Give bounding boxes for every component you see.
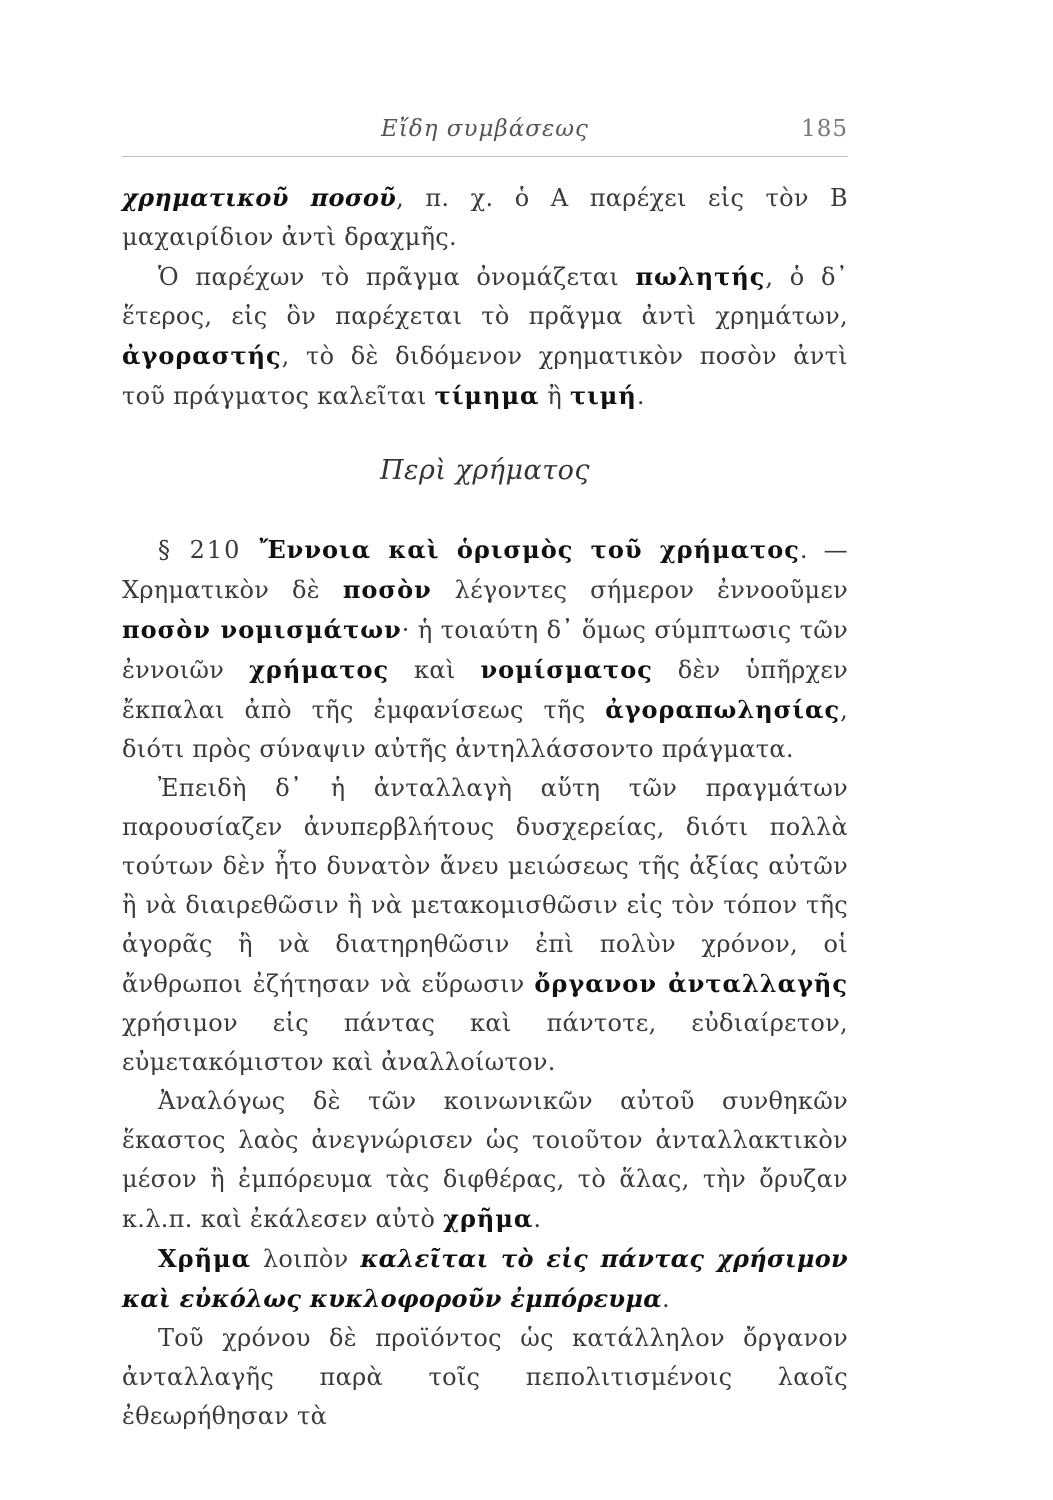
text-run: χρήσιμον εἰς πάντας καὶ πάντοτε, εὐδιαίρετον, εὐμετακόμιστον καὶ ἀναλλοίωτον. — [122, 1009, 848, 1076]
term-poson: ποσὸν — [342, 575, 432, 604]
term-agorastis: ἀγοραστής — [122, 341, 282, 370]
section-number: § 210 — [158, 536, 242, 564]
text-run: , τὸ δὲ διδόμενον χρηματικὸν ποσὸν ἀντὶ τοῦ πράγματος καλεῖται — [122, 342, 848, 410]
term-timima: τίμημα — [434, 381, 540, 410]
text-run: , ὁ δ᾽ ἕτερος, εἰς ὃν παρέχεται τὸ πρᾶγμα ἀντὶ χρημάτων, — [122, 263, 848, 330]
paragraph-peoples — [122, 1082, 848, 1239]
paragraph-definition — [122, 1239, 848, 1319]
text-run: . — [636, 382, 645, 410]
text-run: Ἐπειδὴ δ᾽ ἡ ἀνταλλαγὴ αὕτη τῶν πραγμάτων παρουσίαζεν ἀνυπερβλήτους δυσχερείας, διότι πολλὰ τούτων δὲν ἦτο δυνατὸν ἄνευ μειώσεως τῆς ἀξίας αὐτῶν ἢ νὰ διαιρεθῶσιν ἢ νὰ μετακομισθῶσιν εἰς τὸν τόπον τῆς ἀγορᾶς ἢ νὰ διατηρηθῶσιν ἐπὶ πολὺν χρόνον, οἱ ἄνθρωποι ἐζήτησαν νὰ εὕρωσιν — [122, 774, 848, 998]
paragraph-section-210 — [122, 530, 848, 769]
term-chrima-definition: Χρῆμα — [158, 1244, 252, 1273]
section-heading: Περὶ χρήματος — [379, 455, 591, 486]
text-run: Τοῦ χρόνου δὲ προϊόντος ὡς κατάλληλον ὄργανον ἀνταλλαγῆς παρὰ τοῖς πεπολιτισμένοις λαοῖς ἐθεωρήθησαν τὰ — [122, 1324, 848, 1430]
text-run: λοιπὸν — [251, 1245, 361, 1273]
header-rule — [122, 156, 848, 157]
term-nomismatos: νομίσματος — [480, 655, 653, 684]
page-number: 185 — [801, 116, 848, 142]
text-run: Ἀναλόγως δὲ τῶν κοινωνικῶν αὐτοῦ συνθηκῶν ἕκαστος λαὸς ἀνεγνώρισεν ὡς τοιοῦτον ἀνταλλακτικὸν μέσον ἢ ἐμπόρευμα τὰς διφθέρας, τὸ ἅλας, τὴν ὄρυζαν κ.λ.π. καὶ ἐκάλεσεν αὐτὸ — [122, 1087, 848, 1233]
text-run: , π. χ. ὁ Α παρέχει εἰς τὸν Β μαχαιρίδιον ἀντὶ δραχμῆς. — [122, 184, 848, 251]
text-run: . — [662, 1285, 670, 1313]
text-run: , διότι πρὸς σύναψιν αὐτῆς ἀντηλλάσσοντο πράγματα. — [122, 696, 848, 763]
definition-text: καλεῖται τὸ εἰς πάντας χρήσιμον καὶ εὐκόλως κυκλοφοροῦν ἐμπόρευμα — [122, 1244, 848, 1313]
term-chrimatikou-posou: χρηματικοῦ ποσοῦ — [122, 183, 397, 212]
paragraph-continues — [122, 1319, 848, 1436]
term-agorapolisias: ἀγοραπωλησίας — [605, 695, 841, 724]
text-run: ἢ — [539, 382, 571, 410]
text-run: δὲν ὑπῆρχεν ἔκπαλαι ἀπὸ τῆς ἐμφανίσεως τῆς — [122, 656, 849, 724]
paragraph-exchange — [122, 769, 848, 1082]
term-chrimatos: χρήματος — [249, 655, 390, 684]
term-politis: πωλητής — [635, 262, 766, 291]
text-run: · ἡ τοιαύτη δ᾽ ὅμως σύμπτωσις τῶν ἐννοιῶν — [122, 616, 848, 684]
term-timi: τιμή — [570, 381, 637, 410]
text-run: . — [533, 1205, 542, 1233]
paragraph-seller-buyer — [122, 257, 848, 416]
term-poson-nomismaton: ποσὸν νομισμάτων — [122, 615, 402, 644]
paragraph-continuation — [122, 178, 848, 257]
subsection-title: Ἔννοια καὶ ὁρισμὸς τοῦ χρήματος — [259, 535, 800, 564]
text-run: λέγοντες σήμερον ἐννοοῦμεν — [431, 576, 848, 604]
page-header — [122, 112, 848, 148]
running-title: Εἴδη συμβάσεως — [381, 116, 589, 142]
page-body — [122, 178, 848, 1436]
text-run: καὶ — [389, 656, 481, 684]
term-chrima: χρῆμα — [443, 1204, 534, 1233]
term-organon-antallagis: ὄργανον ἀνταλλαγῆς — [534, 969, 848, 998]
text-run: . — Χρηματικὸν δὲ — [122, 536, 848, 604]
text-run: Ὁ παρέχων τὸ πρᾶγμα ὀνομάζεται — [158, 263, 636, 291]
